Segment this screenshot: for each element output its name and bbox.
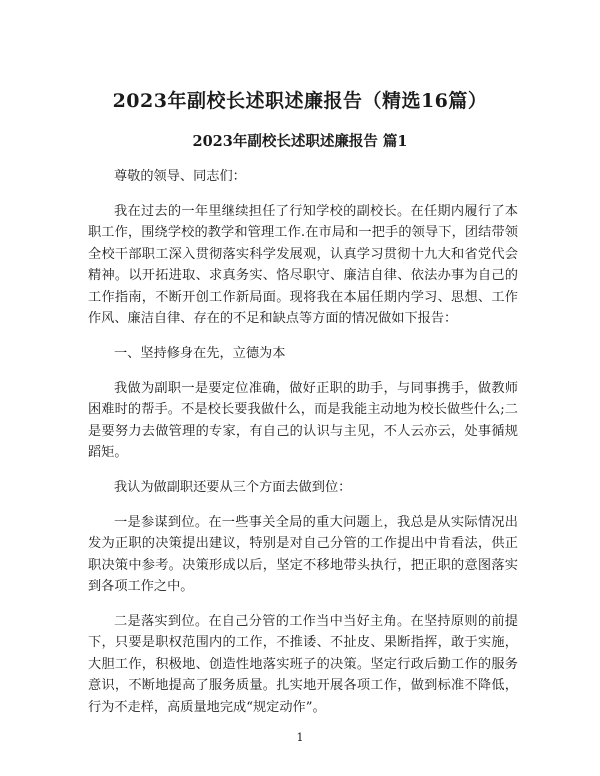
body-paragraph: 我做为副职一是要定位准确，做好正职的助手，与同事携手，做教师困难时的帮手。不是校长要我做什么，而是我能主动地为校长做些什么;二是要努力去做管理的专家，有自己的认识与主见，不人云亦云，处事循规蹈矩。 (88, 380, 518, 460)
document-body (88, 166, 518, 731)
intro-paragraph: 我在过去的一年里继续担任了行知学校的副校长。在任期内履行了本职工作，围绕学校的教学和管理工作.在市局和一把手的领导下，团结带领全校干部职工深入贯彻落实科学发展观，认真学习贯彻十九大和省党代会精神。以开拓进取、求真务实、恪尽职守、廉洁自律、依法办事为自己的工作指南，不断开创工作新局面。现将我在本届任期内学习、思想、工作作风、廉洁自律、存在的不足和缺点等方面的情况做如下报告： (88, 203, 518, 326)
section-title: 2023年副校长述职述廉报告 篇1 (192, 133, 408, 150)
page-number: 1 (296, 731, 304, 744)
body-paragraph: 一是参谋到位。在一些事关全局的重大问题上，我总是从实际情况出发为正职的决策提出建议，特别是对自己分管的工作提出中肯看法，供正职决策中参考。决策形成以后，坚定不移地带头执行，把正职的意图落实到各项工作之中。 (88, 514, 518, 594)
body-paragraph: 我认为做副职还要从三个方面去做到位： (114, 479, 352, 495)
body-paragraph: 二是落实到位。在自己分管的工作当中当好主角。在坚持原则的前提下，只要是职权范围内的工作，不推诿、不扯皮、果断指挥，敢于实施，大胆工作，积极地、创造性地落实班子的决策。坚定行政后勤工作的服务意识，不断地提高了服务质量。扎实地开展各项工作，做到标准不降低，行为不走样，高质量地完成“规定动作”。 (88, 613, 518, 715)
salutation-paragraph: 尊敬的领导、同志们： (114, 169, 246, 184)
document-title: 2023年副校长述职述廉报告（精选16篇） (112, 90, 488, 112)
heading-paragraph: 一、坚持修身在先，立德为本 (114, 345, 286, 361)
